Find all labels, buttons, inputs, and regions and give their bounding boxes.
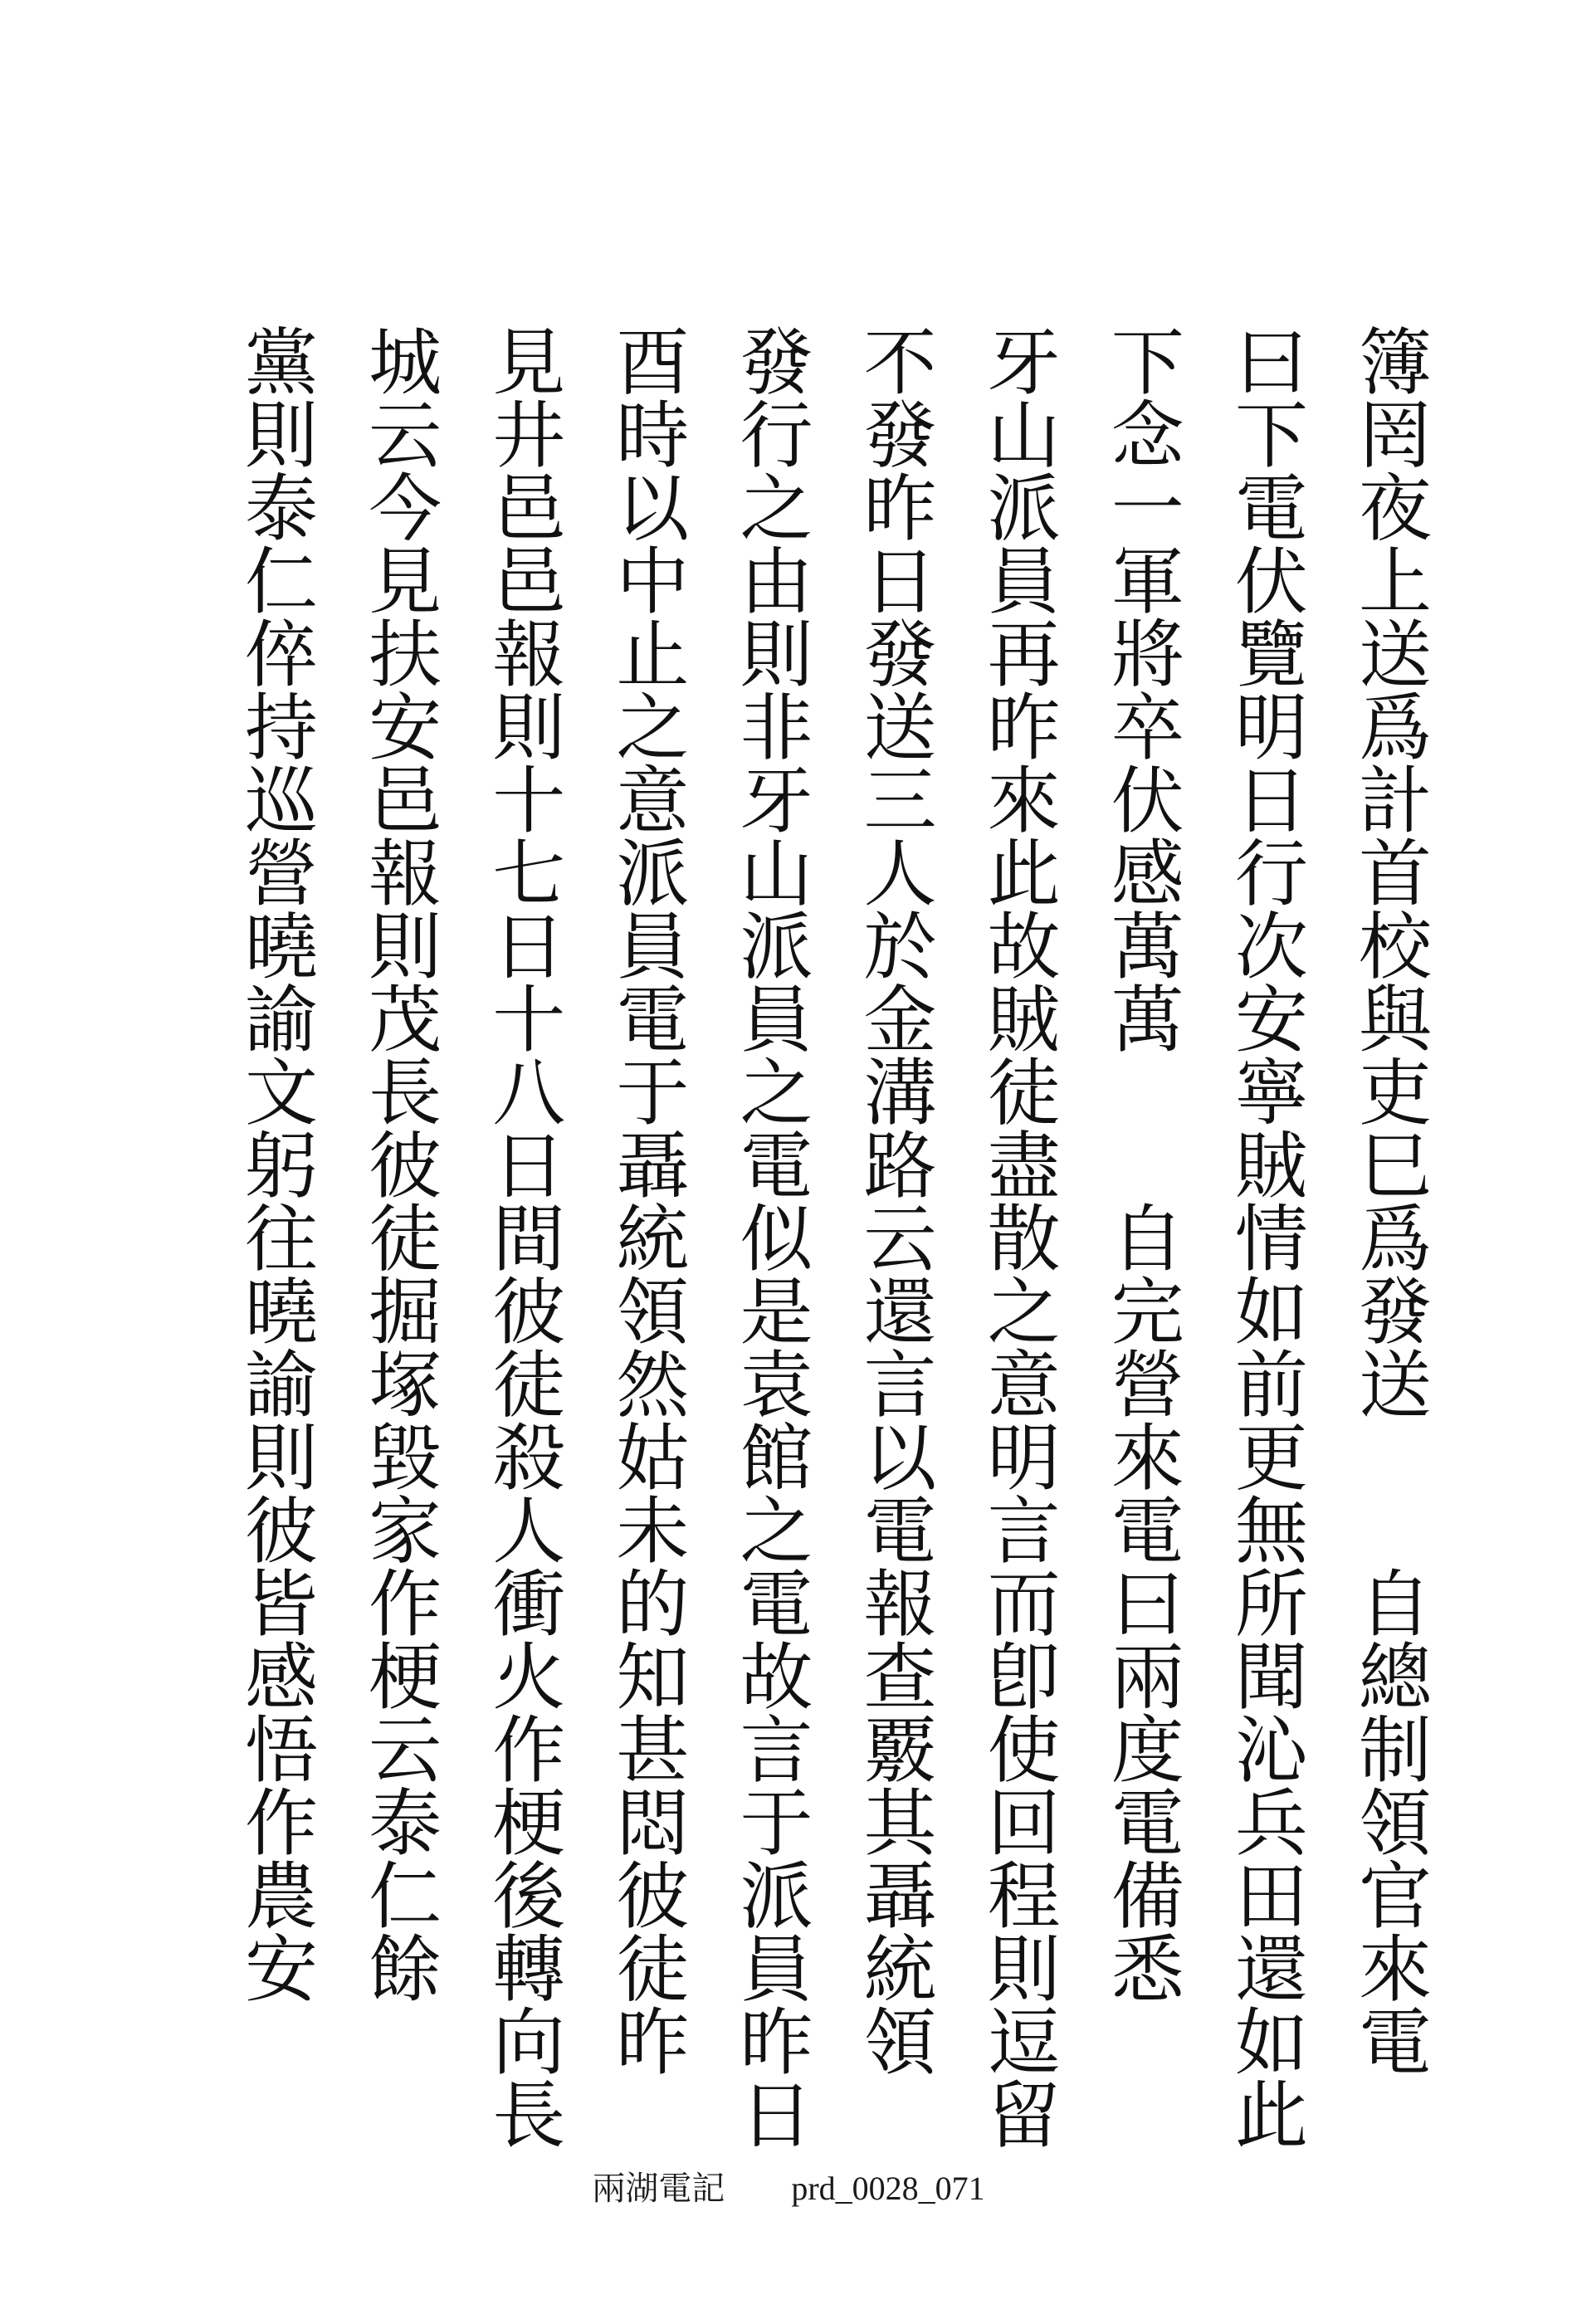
page-footer (0, 2162, 1577, 2209)
text-column-7: 酉時以中止之意派員電于聶統領然姑未的知甚悶彼徒昨 (604, 324, 691, 2077)
text-column-4: 牙山派員再昨來此故賊徒盡散之意明言而卽使回程則逗留 (975, 324, 1062, 2150)
vertical-text-block (216, 324, 1433, 2150)
text-column-9: 城云今見扶安邑報則茂長彼徒掘塚毀家作梗云泰仁餘 (357, 324, 443, 2004)
text-column-8: 見井邑邑報則十七日十八日間彼徒殺人衝火作梗後轉向長 (481, 324, 567, 2150)
text-column-2: 曰下電伏覽明日行次安寧賊情如前更無所聞沁兵田還如此 (1223, 324, 1309, 2150)
text-column-10: 黨則泰仁倅持巡營曉諭文躬往曉諭則彼皆感悟作農安 (233, 324, 319, 2004)
text-column-1: 簿罔夜上送爲計首校與吏巳爲發送 自總制領官來電 (1346, 324, 1433, 2077)
footer-title: 兩湖電記 (592, 2170, 725, 2207)
footer-id: prd_0028_071 (791, 2170, 985, 2207)
text-column-3: 下念一軍將卒伏感萬萬 自完營來電曰兩度電備悉 (1099, 324, 1185, 2004)
text-column-6: 發行之由則非牙山派員之電似是袁館之電故言于派員昨日 (728, 324, 814, 2150)
text-column-5: 不發昨日發送三人於金溝路云還言以電報查覈其聶統領 (852, 324, 938, 2077)
